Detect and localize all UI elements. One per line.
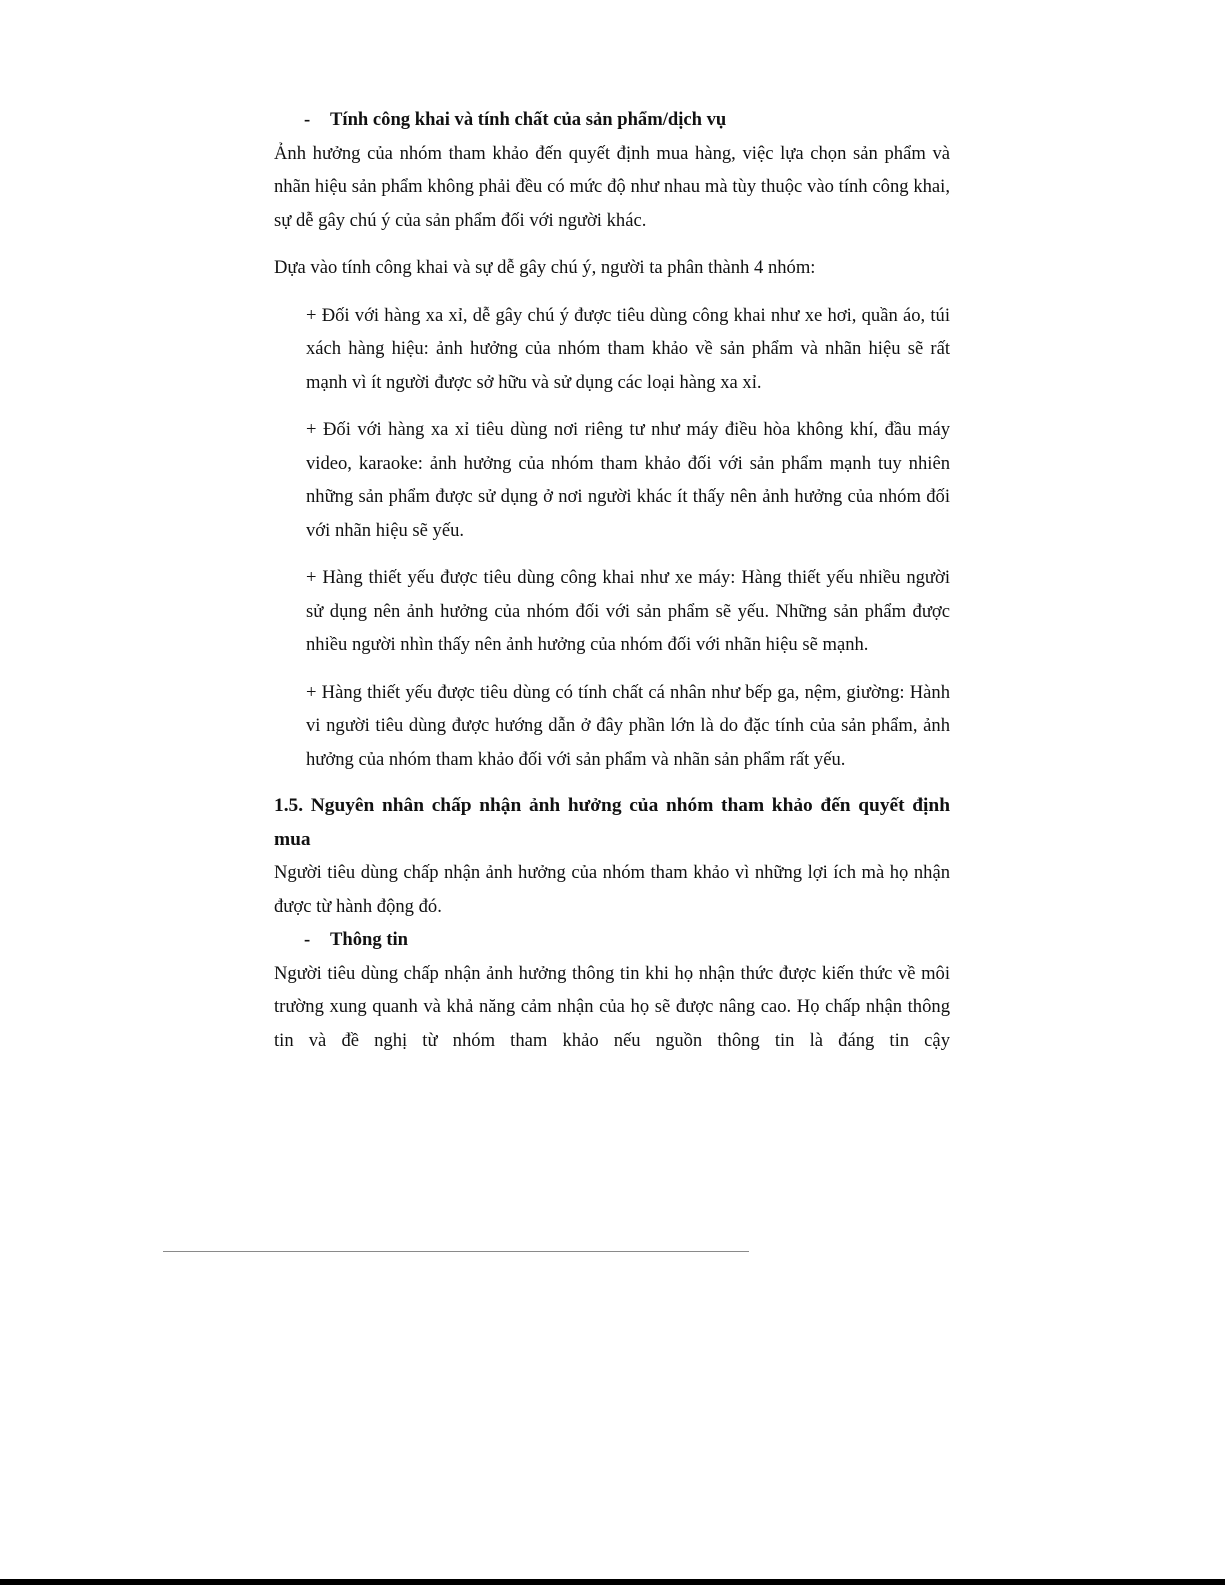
page-content — [274, 103, 950, 1057]
bullet-dash: - — [304, 109, 311, 130]
paragraph-information: Người tiêu dùng chấp nhận ảnh hưởng thông tin khi họ nhận thức được kiến thức về môi trường xung quanh và khả năng cảm nhận của họ sẽ được nâng cao. Họ chấp nhận thông tin và đề nghị từ nhóm tham khảo nếu nguồn thông tin là đáng tin cậy — [274, 962, 950, 1051]
paragraph-reasons: Người tiêu dùng chấp nhận ảnh hưởng của nhóm tham khảo vì những lợi ích mà họ nhận được từ hành động đó. — [274, 862, 950, 917]
list-item: + Hàng thiết yếu được tiêu dùng có tính chất cá nhân như bếp ga, nệm, giường: Hành vi người tiêu dùng được hướng dẫn ở đây phần lớn là do đặc tính của sản phẩm, ảnh hưởng của nhóm tham khảo đối với sản phẩm và nhãn sản phẩm rất yếu. — [306, 681, 950, 770]
footnote-separator — [163, 1251, 749, 1252]
list-item: + Đối với hàng xa xỉ, dễ gây chú ý được tiêu dùng công khai như xe hơi, quần áo, túi xách hàng hiệu: ảnh hưởng của nhóm tham khảo về sản phẩm và nhãn hiệu sẽ rất mạnh vì ít người được sở hữu và sử dụng các loại hàng xa xỉ. — [306, 304, 950, 393]
bullet-dash: - — [304, 929, 311, 950]
page-bottom-edge — [0, 1579, 1225, 1585]
heading-product-visibility — [274, 103, 950, 137]
heading-text: Tính công khai và tính chất của sản phẩm/dịch vụ — [330, 109, 727, 130]
paragraph-influence: Ảnh hưởng của nhóm tham khảo đến quyết định mua hàng, việc lựa chọn sản phẩm và nhãn hiệu sản phẩm không phải đều có mức độ như nhau mà tùy thuộc vào tính công khai, sự dễ gây chú ý của sản phẩm đối với người khác. — [274, 142, 950, 231]
heading-information — [274, 923, 950, 957]
heading-text: Thông tin — [330, 929, 409, 950]
paragraph-groups-intro: Dựa vào tính công khai và sự dễ gây chú ý, người ta phân thành 4 nhóm: — [274, 257, 816, 278]
section-heading: 1.5. Nguyên nhân chấp nhận ảnh hưởng của nhóm tham khảo đến quyết định mua — [274, 795, 950, 850]
list-item: + Đối với hàng xa xỉ tiêu dùng nơi riêng tư như máy điều hòa không khí, đầu máy video, karaoke: ảnh hưởng của nhóm tham khảo đối với sản phẩm mạnh tuy nhiên những sản phẩm được sử dụng ở nơi người khác ít thấy nên ảnh hưởng của nhóm đối với nhãn hiệu sẽ yếu. — [306, 419, 950, 541]
list-item: + Hàng thiết yếu được tiêu dùng công khai như xe máy: Hàng thiết yếu nhiều người sử dụng nên ảnh hưởng của nhóm đối với sản phẩm sẽ yếu. Những sản phẩm được nhiều người nhìn thấy nên ảnh hưởng của nhóm đối với nhãn hiệu sẽ mạnh. — [306, 567, 950, 655]
